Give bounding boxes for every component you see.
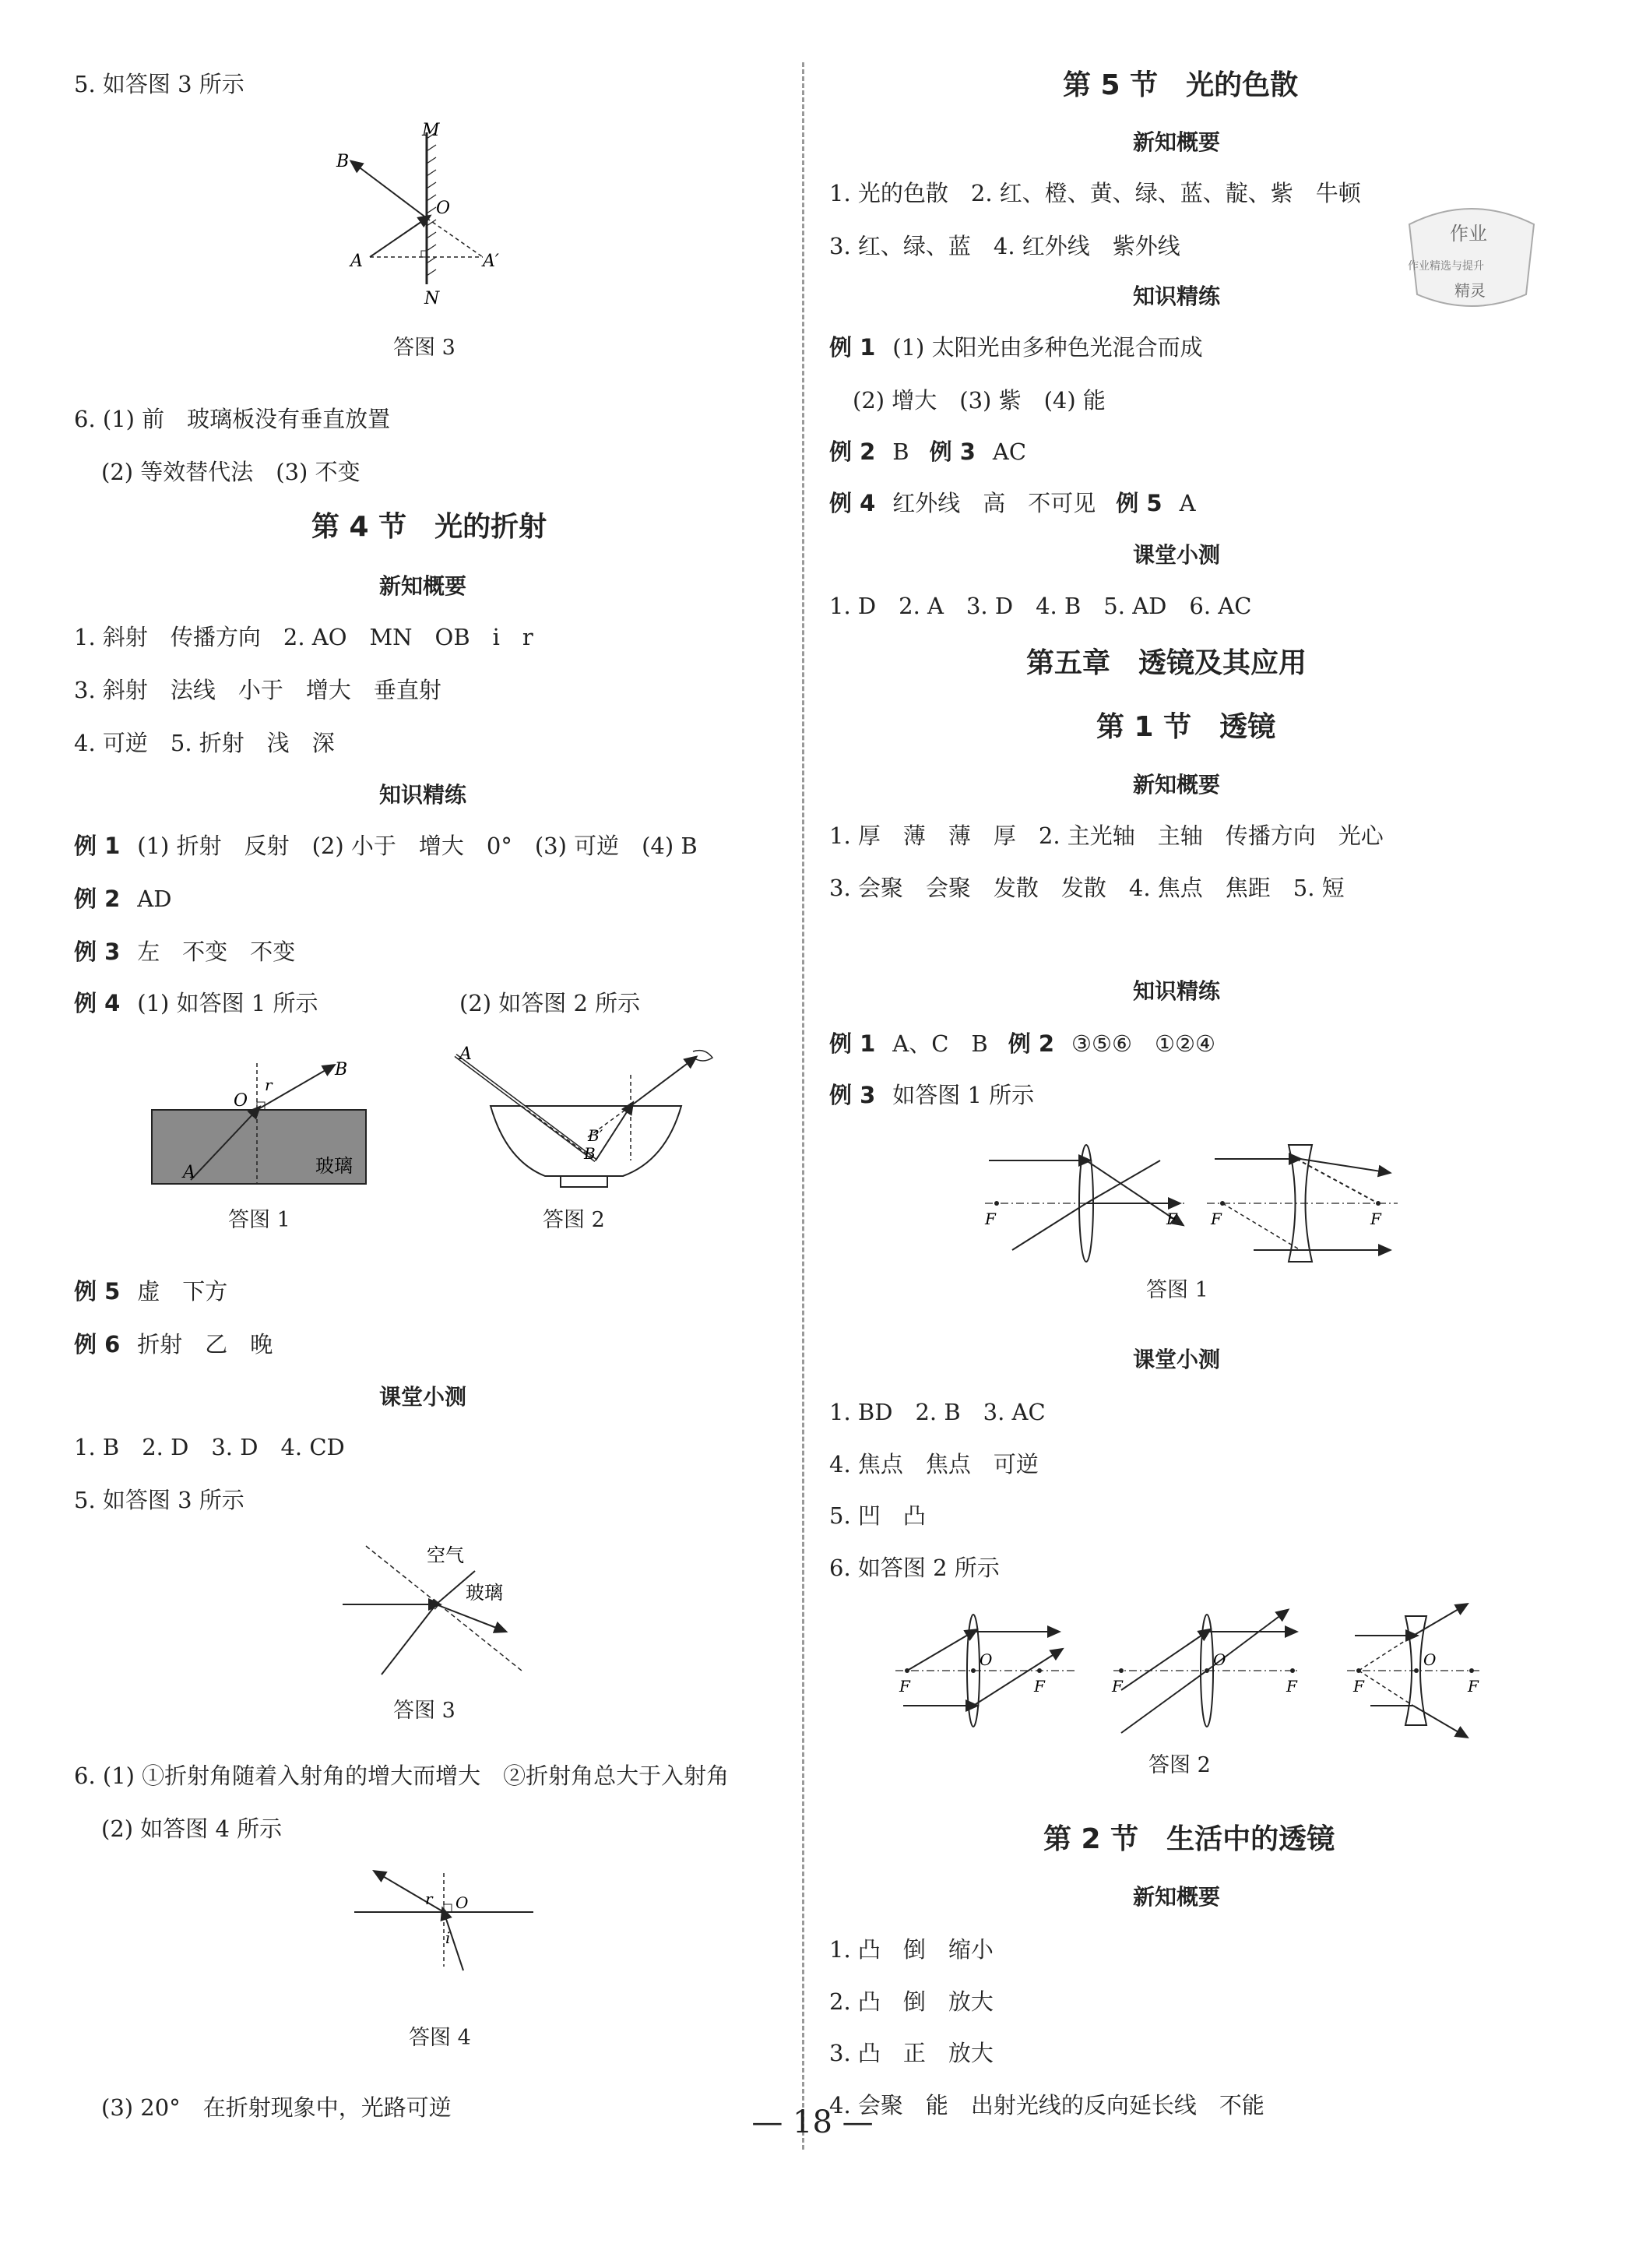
label-F: F bbox=[985, 1210, 996, 1228]
answer-line: 3. 斜射 法线 小于 增大 垂直射 bbox=[74, 677, 441, 703]
svg-text:精灵: 精灵 bbox=[1454, 281, 1486, 300]
example-line: 例 1 A、C B 例 2 ③⑤⑥ ①②④ bbox=[829, 1030, 1216, 1057]
answer-line: 1. 凸 倒 缩小 bbox=[829, 1936, 994, 1963]
label-F: F bbox=[1468, 1677, 1479, 1696]
answer-line: 1. BD 2. B 3. AC bbox=[829, 1399, 1046, 1425]
section-title: 第 4 节 光的折射 bbox=[311, 511, 547, 543]
label-glass: 玻璃 bbox=[315, 1155, 353, 1177]
subsection-title: 知识精练 bbox=[379, 782, 467, 808]
label-A: A bbox=[183, 1163, 195, 1182]
example-line: 例 4 (1) 如答图 1 所示 bbox=[74, 990, 318, 1016]
label-r: r bbox=[265, 1076, 273, 1094]
label-F: F bbox=[1370, 1210, 1381, 1228]
figure-caption: 答图 2 bbox=[543, 1208, 605, 1232]
subsection-title: 课堂小测 bbox=[379, 1384, 467, 1410]
example-line: 例 1 (1) 折射 反射 (2) 小于 增大 0° (3) 可逆 (4) B bbox=[74, 833, 698, 859]
figure-caption: 答图 1 bbox=[228, 1208, 290, 1232]
answer-line: 3. 凸 正 放大 bbox=[829, 2040, 994, 2066]
label-A-prime: A′ bbox=[483, 252, 499, 271]
label-F: F bbox=[1166, 1210, 1177, 1228]
answer-line: 5. 如答图 3 所示 bbox=[74, 1487, 244, 1513]
label-O: O bbox=[436, 199, 451, 218]
example-line: 例 4 红外线 高 不可见 例 5 A bbox=[829, 490, 1196, 516]
answer-line: 4. 可逆 5. 折射 浅 深 bbox=[74, 730, 335, 756]
label-O: O bbox=[455, 1893, 469, 1912]
answer-line: (2) 如答图 2 所示 bbox=[459, 990, 641, 1016]
answer-line: (2) 等效替代法 (3) 不变 bbox=[101, 459, 361, 485]
answer-line: 2. 凸 倒 放大 bbox=[829, 1988, 994, 2015]
subsection-title: 新知概要 bbox=[1133, 1884, 1221, 1910]
label-O: O bbox=[1423, 1650, 1437, 1669]
figure-caption: 答图 3 bbox=[393, 336, 455, 360]
svg-text:作业: 作业 bbox=[1450, 223, 1487, 245]
label-F: F bbox=[1034, 1677, 1045, 1696]
mirror-reflection-diagram bbox=[327, 117, 529, 312]
subsection-title: 新知概要 bbox=[379, 573, 467, 599]
figure-caption: 答图 1 bbox=[1146, 1278, 1208, 1302]
label-air: 空气 bbox=[427, 1544, 464, 1566]
air-glass-refraction-diagram bbox=[335, 1538, 537, 1686]
answer-line: 1. D 2. A 3. D 4. B 5. AD 6. AC bbox=[829, 593, 1252, 619]
glass-refraction-diagram bbox=[148, 1051, 382, 1192]
example-line: 例 2 AD bbox=[74, 886, 172, 912]
page-number: — 18 — bbox=[751, 2104, 874, 2140]
column-divider bbox=[802, 62, 804, 2150]
lens-ray-diagram-1 bbox=[981, 1137, 1402, 1270]
section-title: 第 1 节 透镜 bbox=[1096, 711, 1276, 743]
answer-line: 4. 焦点 焦点 可逆 bbox=[829, 1451, 1039, 1477]
label-O: O bbox=[234, 1091, 248, 1111]
answer-line: 6. 如答图 2 所示 bbox=[829, 1555, 1000, 1581]
section-title: 第 2 节 生活中的透镜 bbox=[1043, 1823, 1335, 1855]
label-B: B bbox=[584, 1144, 596, 1163]
answer-line: 4. 会聚 能 出射光线的反向延长线 不能 bbox=[829, 2092, 1264, 2118]
lens-ray-diagram-2 bbox=[888, 1604, 1487, 1745]
label-r: r bbox=[425, 1889, 433, 1908]
answer-line: 5. 如答图 3 所示 bbox=[74, 71, 244, 97]
label-F: F bbox=[1211, 1210, 1222, 1228]
label-i: i bbox=[445, 1928, 451, 1947]
answer-line: (2) 增大 (3) 紫 (4) 能 bbox=[853, 387, 1106, 414]
label-B: B bbox=[335, 1060, 348, 1079]
publisher-stamp bbox=[1394, 193, 1549, 318]
label-N: N bbox=[424, 289, 440, 308]
example-line: 例 2 B 例 3 AC bbox=[829, 438, 1027, 465]
label-glass: 玻璃 bbox=[466, 1582, 503, 1604]
label-M: M bbox=[422, 121, 440, 140]
subsection-title: 知识精练 bbox=[1133, 978, 1221, 1004]
bowl-refraction-diagram bbox=[444, 1044, 724, 1199]
answer-line: 3. 会聚 会聚 发散 发散 4. 焦点 焦距 5. 短 bbox=[829, 875, 1345, 901]
figure-caption: 答图 4 bbox=[409, 2026, 471, 2050]
incident-refraction-angle-diagram bbox=[350, 1869, 537, 1978]
answer-line: 6. (1) ①折射角随着入射角的增大而增大 ②折射角总大于入射角 bbox=[74, 1763, 730, 1789]
subsection-title: 知识精练 bbox=[1133, 284, 1221, 309]
answer-line: 6. (1) 前 玻璃板没有垂直放置 bbox=[74, 406, 391, 432]
example-line: 例 1 (1) 太阳光由多种色光混合而成 bbox=[829, 334, 1203, 361]
answer-line: (2) 如答图 4 所示 bbox=[101, 1815, 283, 1842]
example-line: 例 3 如答图 1 所示 bbox=[829, 1082, 1035, 1108]
label-F: F bbox=[1353, 1677, 1364, 1696]
subsection-title: 新知概要 bbox=[1133, 129, 1221, 155]
answer-line: 1. 厚 薄 薄 厚 2. 主光轴 主轴 传播方向 光心 bbox=[829, 822, 1384, 849]
figure-caption: 答图 3 bbox=[393, 1699, 455, 1723]
label-F: F bbox=[899, 1677, 910, 1696]
answer-line: 1. B 2. D 3. D 4. CD bbox=[74, 1434, 345, 1460]
example-line: 例 3 左 不变 不变 bbox=[74, 939, 296, 965]
answer-line: 1. 斜射 传播方向 2. AO MN OB i r bbox=[74, 624, 533, 650]
label-O: O bbox=[1213, 1650, 1226, 1669]
label-O: O bbox=[980, 1650, 993, 1669]
answer-line: 3. 红、绿、蓝 4. 红外线 紫外线 bbox=[829, 233, 1180, 259]
label-B-prime: B′ bbox=[588, 1126, 603, 1145]
subsection-title: 课堂小测 bbox=[1133, 1347, 1221, 1372]
answer-line: 1. 光的色散 2. 红、橙、黄、绿、蓝、靛、紫 牛顿 bbox=[829, 180, 1361, 206]
label-A: A bbox=[350, 252, 363, 271]
chapter-title: 第五章 透镜及其应用 bbox=[1026, 647, 1307, 679]
subsection-title: 新知概要 bbox=[1133, 772, 1221, 798]
answer-line: 5. 凹 凸 bbox=[829, 1502, 926, 1529]
section-title: 第 5 节 光的色散 bbox=[1063, 69, 1299, 101]
subsection-title: 课堂小测 bbox=[1133, 542, 1221, 568]
svg-text:作业精选与提升: 作业精选与提升 bbox=[1408, 260, 1484, 273]
label-F: F bbox=[1286, 1677, 1297, 1696]
example-line: 例 5 虚 下方 bbox=[74, 1278, 228, 1305]
label-F: F bbox=[1112, 1677, 1123, 1696]
label-A: A bbox=[459, 1044, 472, 1064]
answer-line: (3) 20° 在折射现象中，光路可逆 bbox=[101, 2094, 452, 2121]
label-B: B bbox=[336, 152, 350, 171]
figure-caption: 答图 2 bbox=[1148, 1753, 1211, 1777]
example-line: 例 6 折射 乙 晚 bbox=[74, 1331, 273, 1358]
